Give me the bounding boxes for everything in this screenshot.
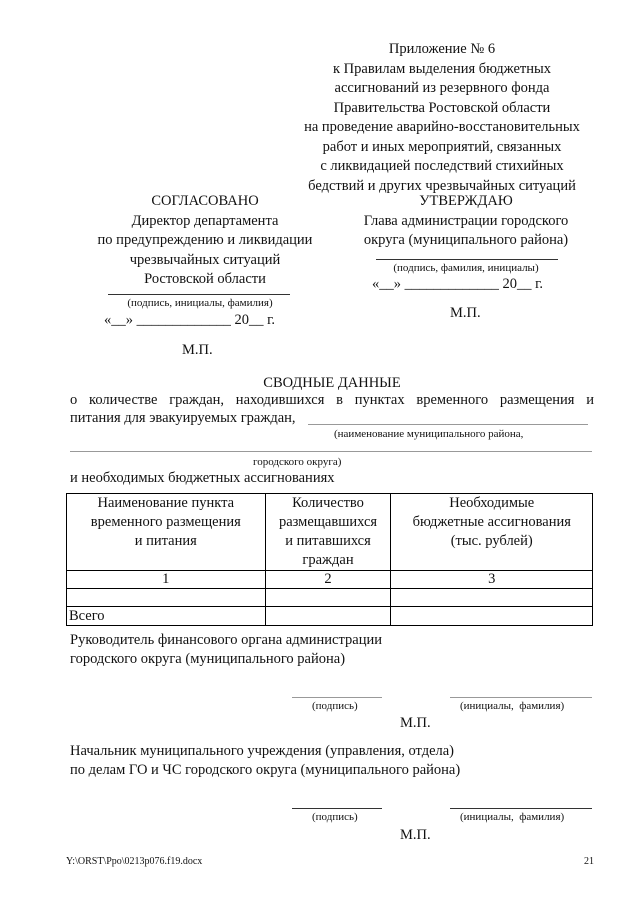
approved-sign-caption: (подпись, фамилия, инициалы) xyxy=(393,262,539,274)
agreed-sign-caption: (подпись, инициалы, фамилия) xyxy=(127,297,273,309)
institution-head-line-1: Начальник муниципального учреждения (управления, отдела) xyxy=(70,743,455,759)
institution-head-line-2: по делам ГО и ЧС городского округа (муниципального района) xyxy=(70,762,461,778)
approved-signature-line xyxy=(376,259,558,260)
summary-table xyxy=(66,493,593,626)
finance-name-line xyxy=(450,697,592,698)
agreed-line: по предупреждению и ликвидации xyxy=(97,232,313,248)
appendix-line: бедствий и других чрезвычайных ситуаций xyxy=(308,177,576,194)
finance-head-line-2: городского округа (муниципального района) xyxy=(70,651,346,667)
summary-title: СВОДНЫЕ ДАННЫЕ xyxy=(263,375,401,391)
summary-line-1: о количестве граждан, находившихся в пунктах временного размещения и xyxy=(70,392,594,408)
institution-sign-caption: (подпись) xyxy=(312,811,358,823)
agreed-block xyxy=(70,192,340,290)
institution-name-line xyxy=(450,808,592,809)
table-total-row xyxy=(67,607,593,626)
table-row xyxy=(67,589,593,607)
number-cell: 3 xyxy=(391,571,593,589)
table-cell xyxy=(265,589,391,607)
header-cell-point: Наименование пункта временного размещения и питания xyxy=(67,494,266,571)
number-cell: 1 xyxy=(67,571,266,589)
summary-caption-2: городского округа) xyxy=(253,456,342,468)
finance-name-caption: (инициалы, фамилия) xyxy=(460,700,565,712)
approved-line: Глава администрации городского xyxy=(363,212,569,229)
appendix-line: работ и иных мероприятий, связанных xyxy=(322,138,562,155)
number-cell: 2 xyxy=(265,571,391,589)
appendix-line: ассигнований из резервного фонда xyxy=(334,80,550,96)
institution-stamp: М.П. xyxy=(400,827,431,843)
table-cell xyxy=(265,607,391,626)
agreed-stamp: М.П. xyxy=(182,342,213,358)
institution-name-caption: (инициалы, фамилия) xyxy=(460,811,565,823)
appendix-line: с ликвидацией последствий стихийных xyxy=(320,158,564,174)
header-cell-count: Количество размещавшихся и питавшихся граждан xyxy=(265,494,391,571)
summary-caption-1: (наименование муниципального района, xyxy=(334,428,524,440)
summary-fill-line-2 xyxy=(70,451,592,452)
appendix-line: к Правилам выделения бюджетных xyxy=(333,60,551,77)
finance-sign-line xyxy=(292,697,382,698)
summary-line-2: питания для эвакуируемых граждан, xyxy=(70,410,296,426)
approved-stamp: М.П. xyxy=(450,305,481,321)
finance-sign-caption: (подпись) xyxy=(312,700,358,712)
finance-stamp: М.П. xyxy=(400,715,431,731)
agreed-signature-line xyxy=(108,294,290,295)
finance-head-line-1: Руководитель финансового органа администрации xyxy=(70,632,382,648)
table-cell xyxy=(67,589,266,607)
agreed-line: Ростовской области xyxy=(144,271,266,287)
footer-page-number: 21 xyxy=(584,856,594,867)
appendix-title: Приложение № 6 xyxy=(388,41,496,57)
footer-path: Y:\ORST\Ppo\0213p076.f19.docx xyxy=(66,856,203,867)
institution-sign-line xyxy=(292,808,382,809)
header-cell-budget: Необходимые бюджетные ассигнования (тыс. рублей) xyxy=(391,494,593,571)
approved-title: УТВЕРЖДАЮ xyxy=(419,193,513,209)
agreed-line: чрезвычайных ситуаций xyxy=(129,251,281,268)
approved-line: округа (муниципального района) xyxy=(363,232,569,248)
summary-fill-line-1 xyxy=(308,424,588,425)
table-header-row xyxy=(67,494,593,571)
appendix-block xyxy=(290,40,594,196)
agreed-date: «__» _____________ 20__ г. xyxy=(104,312,276,328)
appendix-line: Правительства Ростовской области xyxy=(333,99,551,116)
approved-block xyxy=(336,192,596,251)
table-cell xyxy=(391,589,593,607)
table-number-row xyxy=(67,571,593,589)
table-cell xyxy=(391,607,593,626)
summary-line-3: и необходимых бюджетных ассигнованиях xyxy=(70,470,335,486)
agreed-title: СОГЛАСОВАНО xyxy=(151,193,259,209)
appendix-line: на проведение аварийно-восстановительных xyxy=(304,119,580,135)
total-label: Всего xyxy=(67,607,266,626)
approved-date: «__» _____________ 20__ г. xyxy=(372,276,544,292)
agreed-line: Директор департамента xyxy=(131,212,279,229)
